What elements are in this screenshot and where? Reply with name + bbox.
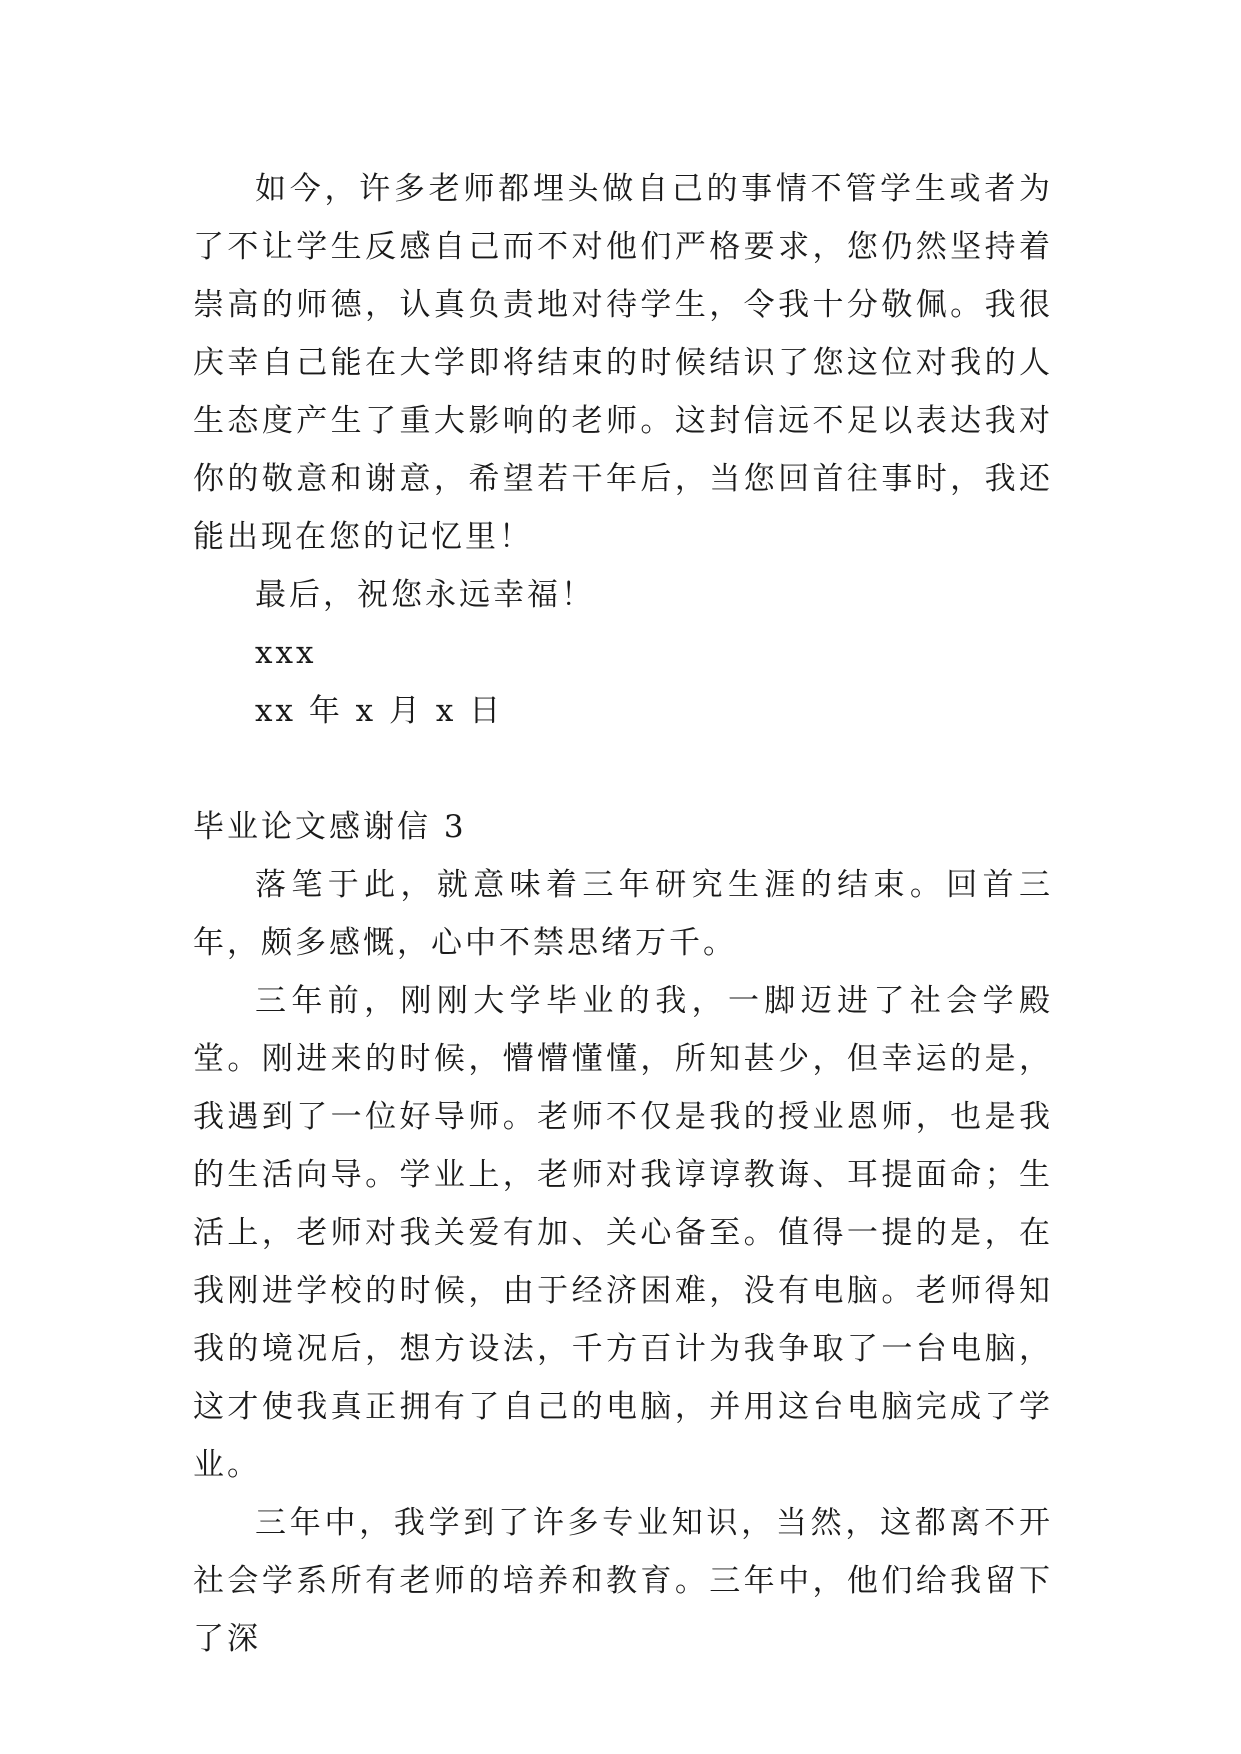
paragraph-mentor: 三年前，刚刚大学毕业的我，一脚迈进了社会学殿堂。刚进来的时候，懵懵懂懂，所知甚少，但幸运的是，我遇到了一位好导师。老师不仅是我的授业恩师，也是我的生活向导。学业上，老师对我谆谆教诲、耳提面命；生活上，老师对我关爱有加、关心备至。值得一提的是，在我刚进学校的时候，由于经济困难，没有电脑。老师得知我的境况后，想方设法，千方百计为我争取了一台电脑，这才使我真正拥有了自己的电脑，并用这台电脑完成了学业。 [193, 983, 1053, 1483]
signature: xxx [255, 635, 317, 671]
paragraph-knowledge: 三年中，我学到了许多专业知识，当然，这都离不开社会学系所有老师的培养和教育。三年中，他们给我留下了深 [193, 1505, 1053, 1657]
paragraph-praise: 如今，许多老师都埋头做自己的事情不管学生或者为了不让学生反感自己而不对他们严格要求，您仍然坚持着崇高的师德，认真负责地对待学生，令我十分敬佩。我很庆幸自己能在大学即将结束的时候结识了您这位对我的人生态度产生了重大影响的老师。这封信远不足以表达我对你的敬意和谢意，希望若干年后，当您回首往事时，我还能出现在您的记忆里！ [193, 171, 1053, 555]
closing-line: 最后，祝您永远幸福！ [255, 577, 595, 613]
date-line: xx 年 x 月 x 日 [255, 693, 504, 729]
document-body [193, 160, 1053, 1668]
section-heading: 毕业论文感谢信 3 [193, 809, 467, 845]
section-gap [193, 740, 1053, 798]
paragraph-intro: 落笔于此，就意味着三年研究生涯的结束。回首三年，颇多感慨，心中不禁思绪万千。 [193, 867, 1053, 961]
